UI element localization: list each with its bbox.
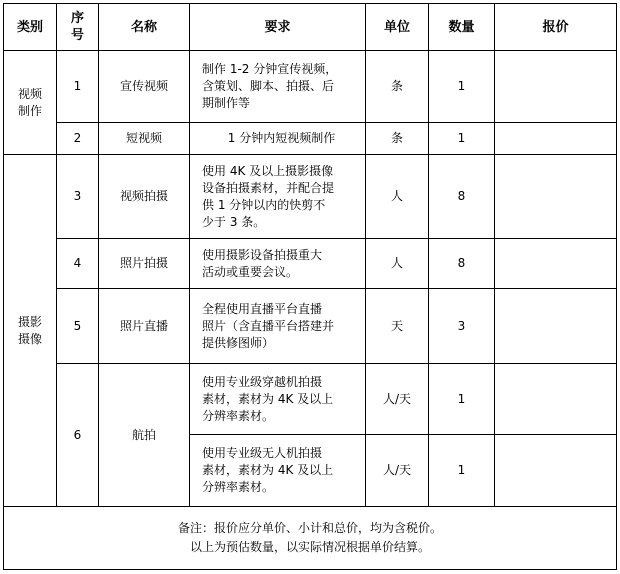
quantity-cell: 1 <box>429 123 495 155</box>
table-row <box>4 239 617 289</box>
requirement-cell: 1 分钟内短视频制作 <box>190 123 366 155</box>
table-row <box>4 155 617 239</box>
unit-cell: 条 <box>366 51 429 123</box>
index-cell: 4 <box>57 239 99 289</box>
unit-cell: 人/天 <box>366 364 429 435</box>
note-row <box>4 507 617 570</box>
header-quantity: 数量 <box>429 4 495 51</box>
index-cell: 5 <box>57 289 99 364</box>
header-price: 报价 <box>495 4 617 51</box>
header-index: 序 号 <box>57 4 99 51</box>
price-cell <box>495 155 617 239</box>
header-row <box>4 4 617 51</box>
table-row <box>4 123 617 155</box>
index-cell: 1 <box>57 51 99 123</box>
header-category: 类别 <box>4 4 57 51</box>
requirement-cell: 全程使用直播平台直播 照片（含直播平台搭建并 提供修图师） <box>190 289 366 364</box>
requirement-cell: 使用专业级穿越机拍摄 素材，素材为 4K 及以上 分辨率素材。 <box>190 364 366 435</box>
table-row <box>4 289 617 364</box>
price-cell <box>495 123 617 155</box>
index-cell: 6 <box>57 364 99 507</box>
table-row <box>4 364 617 435</box>
category-cell-video: 视频 制作 <box>4 51 57 155</box>
quantity-cell: 1 <box>429 364 495 435</box>
unit-cell: 人 <box>366 155 429 239</box>
unit-cell: 条 <box>366 123 429 155</box>
name-cell: 照片直播 <box>99 289 190 364</box>
name-cell: 航拍 <box>99 364 190 507</box>
unit-cell: 人 <box>366 239 429 289</box>
index-cell: 2 <box>57 123 99 155</box>
name-cell: 视频拍摄 <box>99 155 190 239</box>
note-line-2: 以上为预估数量，以实际情况根据单价结算。 <box>189 540 430 554</box>
requirement-cell: 使用摄影设备拍摄重大 活动或重要会议。 <box>190 239 366 289</box>
price-cell <box>495 239 617 289</box>
price-cell <box>495 364 617 435</box>
unit-cell: 人/天 <box>366 435 429 507</box>
index-cell: 3 <box>57 155 99 239</box>
name-cell: 短视频 <box>99 123 190 155</box>
quantity-cell: 3 <box>429 289 495 364</box>
category-cell-photo: 摄影 摄像 <box>4 155 57 507</box>
header-unit: 单位 <box>366 4 429 51</box>
price-cell <box>495 435 617 507</box>
header-requirement: 要求 <box>190 4 366 51</box>
header-name: 名称 <box>99 4 190 51</box>
price-cell <box>495 51 617 123</box>
quotation-table <box>3 3 617 570</box>
requirement-cell: 使用 4K 及以上摄影摄像 设备拍摄素材，并配合提 供 1 分钟以内的快剪不 少于 3 条。 <box>190 155 366 239</box>
note-line-1: 备注：报价应分单价、小计和总价，均为含税价。 <box>177 521 442 535</box>
table-row <box>4 51 617 123</box>
unit-cell: 天 <box>366 289 429 364</box>
name-cell: 宣传视频 <box>99 51 190 123</box>
requirement-cell: 使用专业级无人机拍摄 素材，素材为 4K 及以上 分辨率素材。 <box>190 435 366 507</box>
requirement-cell: 制作 1-2 分钟宣传视频， 含策划、脚本、拍摄、后 期制作等 <box>190 51 366 123</box>
name-cell: 照片拍摄 <box>99 239 190 289</box>
quantity-cell: 1 <box>429 51 495 123</box>
quantity-cell: 8 <box>429 155 495 239</box>
price-cell <box>495 289 617 364</box>
note-cell <box>4 507 617 570</box>
quantity-cell: 8 <box>429 239 495 289</box>
quantity-cell: 1 <box>429 435 495 507</box>
